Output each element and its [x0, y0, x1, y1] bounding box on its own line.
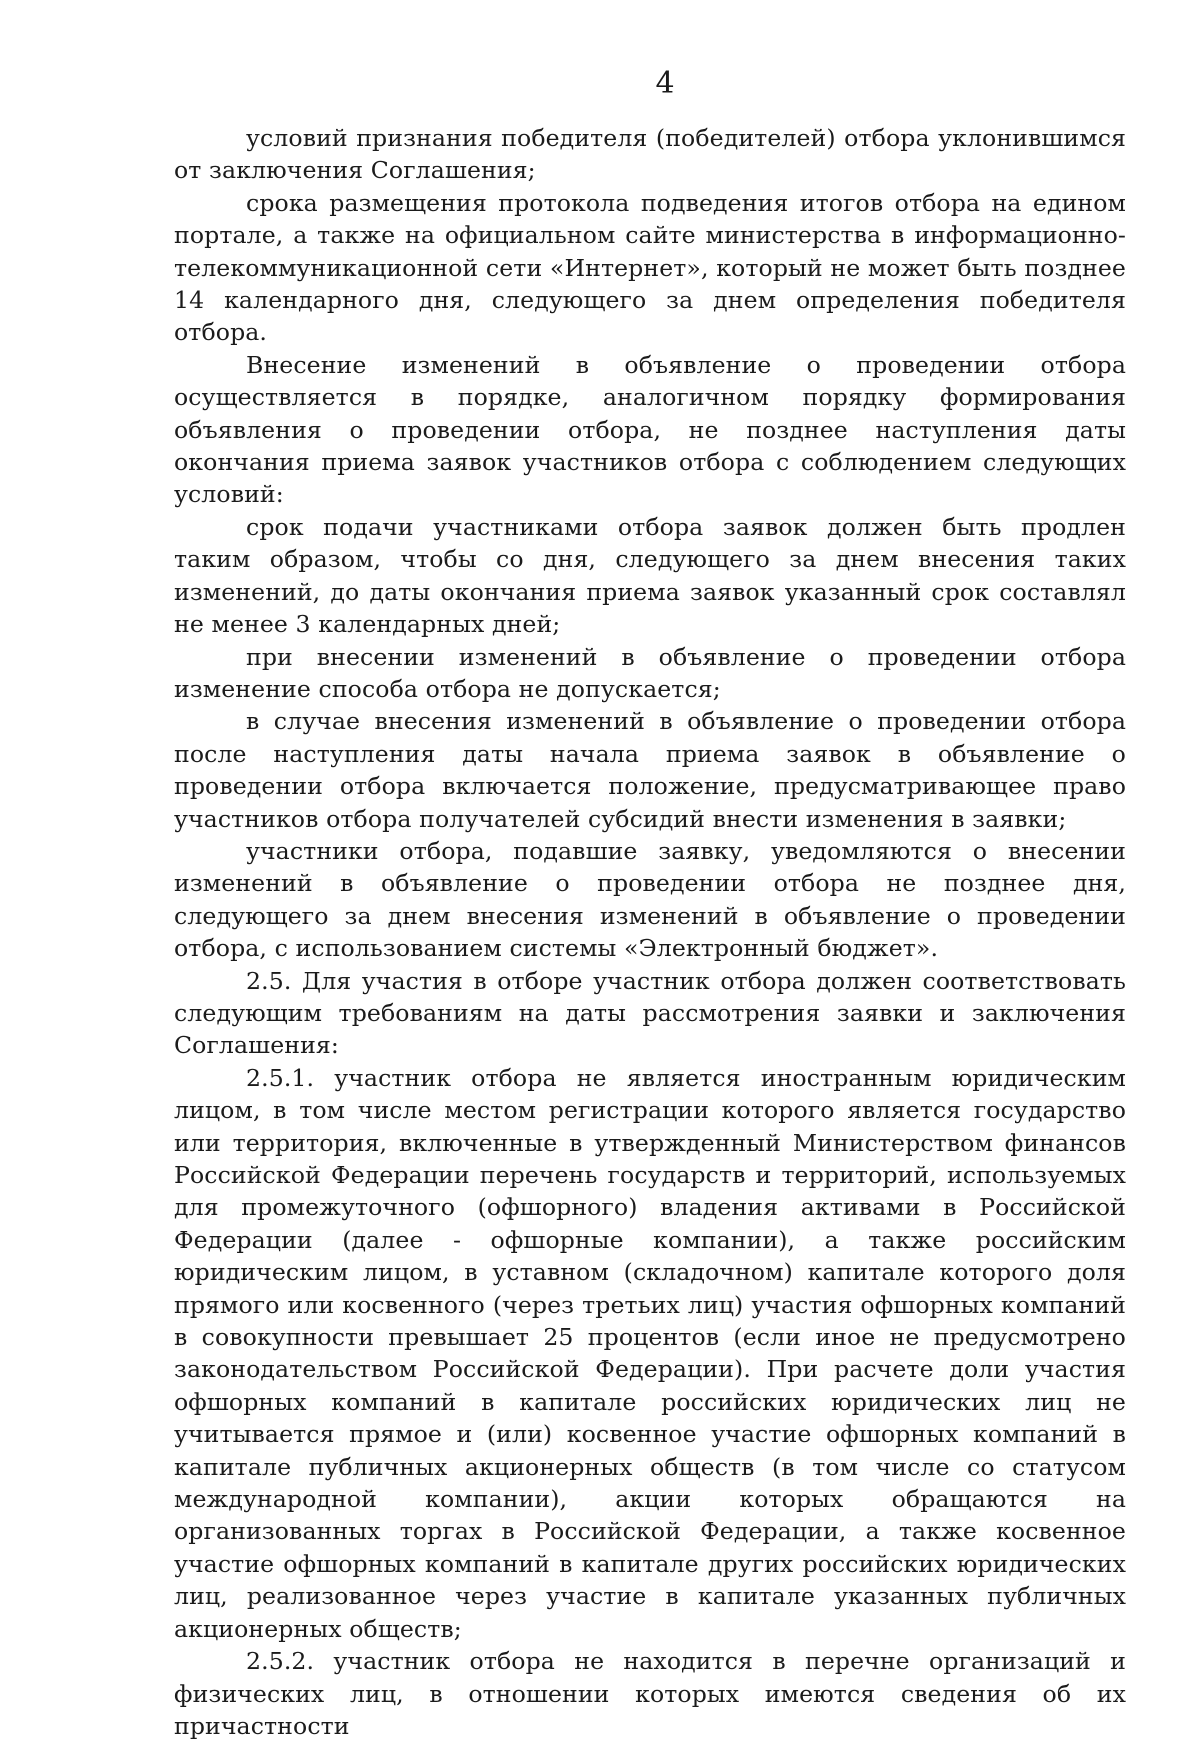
paragraph: срок подачи участниками отбора заявок должен быть продлен таким образом, чтобы со дня, следующего за днем внесения таких изменений, до даты окончания приема заявок указанный срок составлял не менее 3 календарных дней; — [174, 512, 1126, 639]
paragraph: участники отбора, подавшие заявку, уведомляются о внесении изменений в объявление о проведении отбора не позднее дня, следующего за днем внесения изменений в объявление о проведении отбора, с использованием системы «Электронный бюджет». — [174, 836, 1126, 963]
page-number: 4 — [655, 66, 675, 101]
paragraph: условий признания победителя (победителей) отбора уклонившимся от заключения Соглашения; — [174, 124, 1126, 185]
paragraph: при внесении изменений в объявление о проведении отбора изменение способа отбора не допускается; — [174, 642, 1126, 703]
paragraph: 2.5.1. участник отбора не является иностранным юридическим лицом, в том числе местом регистрации которого является государство или территория, включенные в утвержденный Министерством финансов Российской Федерации перечень государств и территорий, используемых для промежуточного (офшорного) владения активами в Российской Федерации (далее - офшорные компании), а также российским юридическим лицом, в уставном (складочном) капитале которого доля прямого или косвенного (через третьих лиц) участия офшорных компаний в совокупности превышает 25 процентов (если иное не предусмотрено законодательством Российской Федерации). При расчете доли участия офшорных компаний в капитале российских юридических лиц не учитывается прямое и (или) косвенное участие офшорных компаний в капитале публичных акционерных обществ (в том числе со статусом международной компании), акции которых обращаются на организованных торгах в Российской Федерации, а также косвенное участие офшорных компаний в капитале других российских юридических лиц, реализованное через участие в капитале указанных публичных акционерных обществ; — [174, 1063, 1126, 1643]
document-body — [174, 122, 1126, 1742]
paragraph: в случае внесения изменений в объявление о проведении отбора после наступления даты начала приема заявок в объявление о проведении отбора включается положение, предусматривающее право участников отбора получателей субсидий внести изменения в заявки; — [174, 707, 1126, 833]
paragraph: 2.5.2. участник отбора не находится в перечне организаций и физических лиц, в отношении которых имеются сведения об их причастности — [174, 1647, 1126, 1740]
paragraph: Внесение изменений в объявление о проведении отбора осуществляется в порядке, аналогичном порядку формирования объявления о проведении отбора, не позднее наступления даты окончания приема заявок участников отбора с соблюдением следующих условий: — [174, 350, 1126, 509]
paragraph: срока размещения протокола подведения итогов отбора на едином портале, а также на официальном сайте министерства в информационно-телекоммуникационной сети «Интернет», который не может быть позднее 14 календарного дня, следующего за днем определения победителя отбора. — [174, 188, 1126, 347]
paragraph: 2.5. Для участия в отборе участник отбора должен соответствовать следующим требованиям на даты рассмотрения заявки и заключения Соглашения: — [174, 966, 1126, 1060]
